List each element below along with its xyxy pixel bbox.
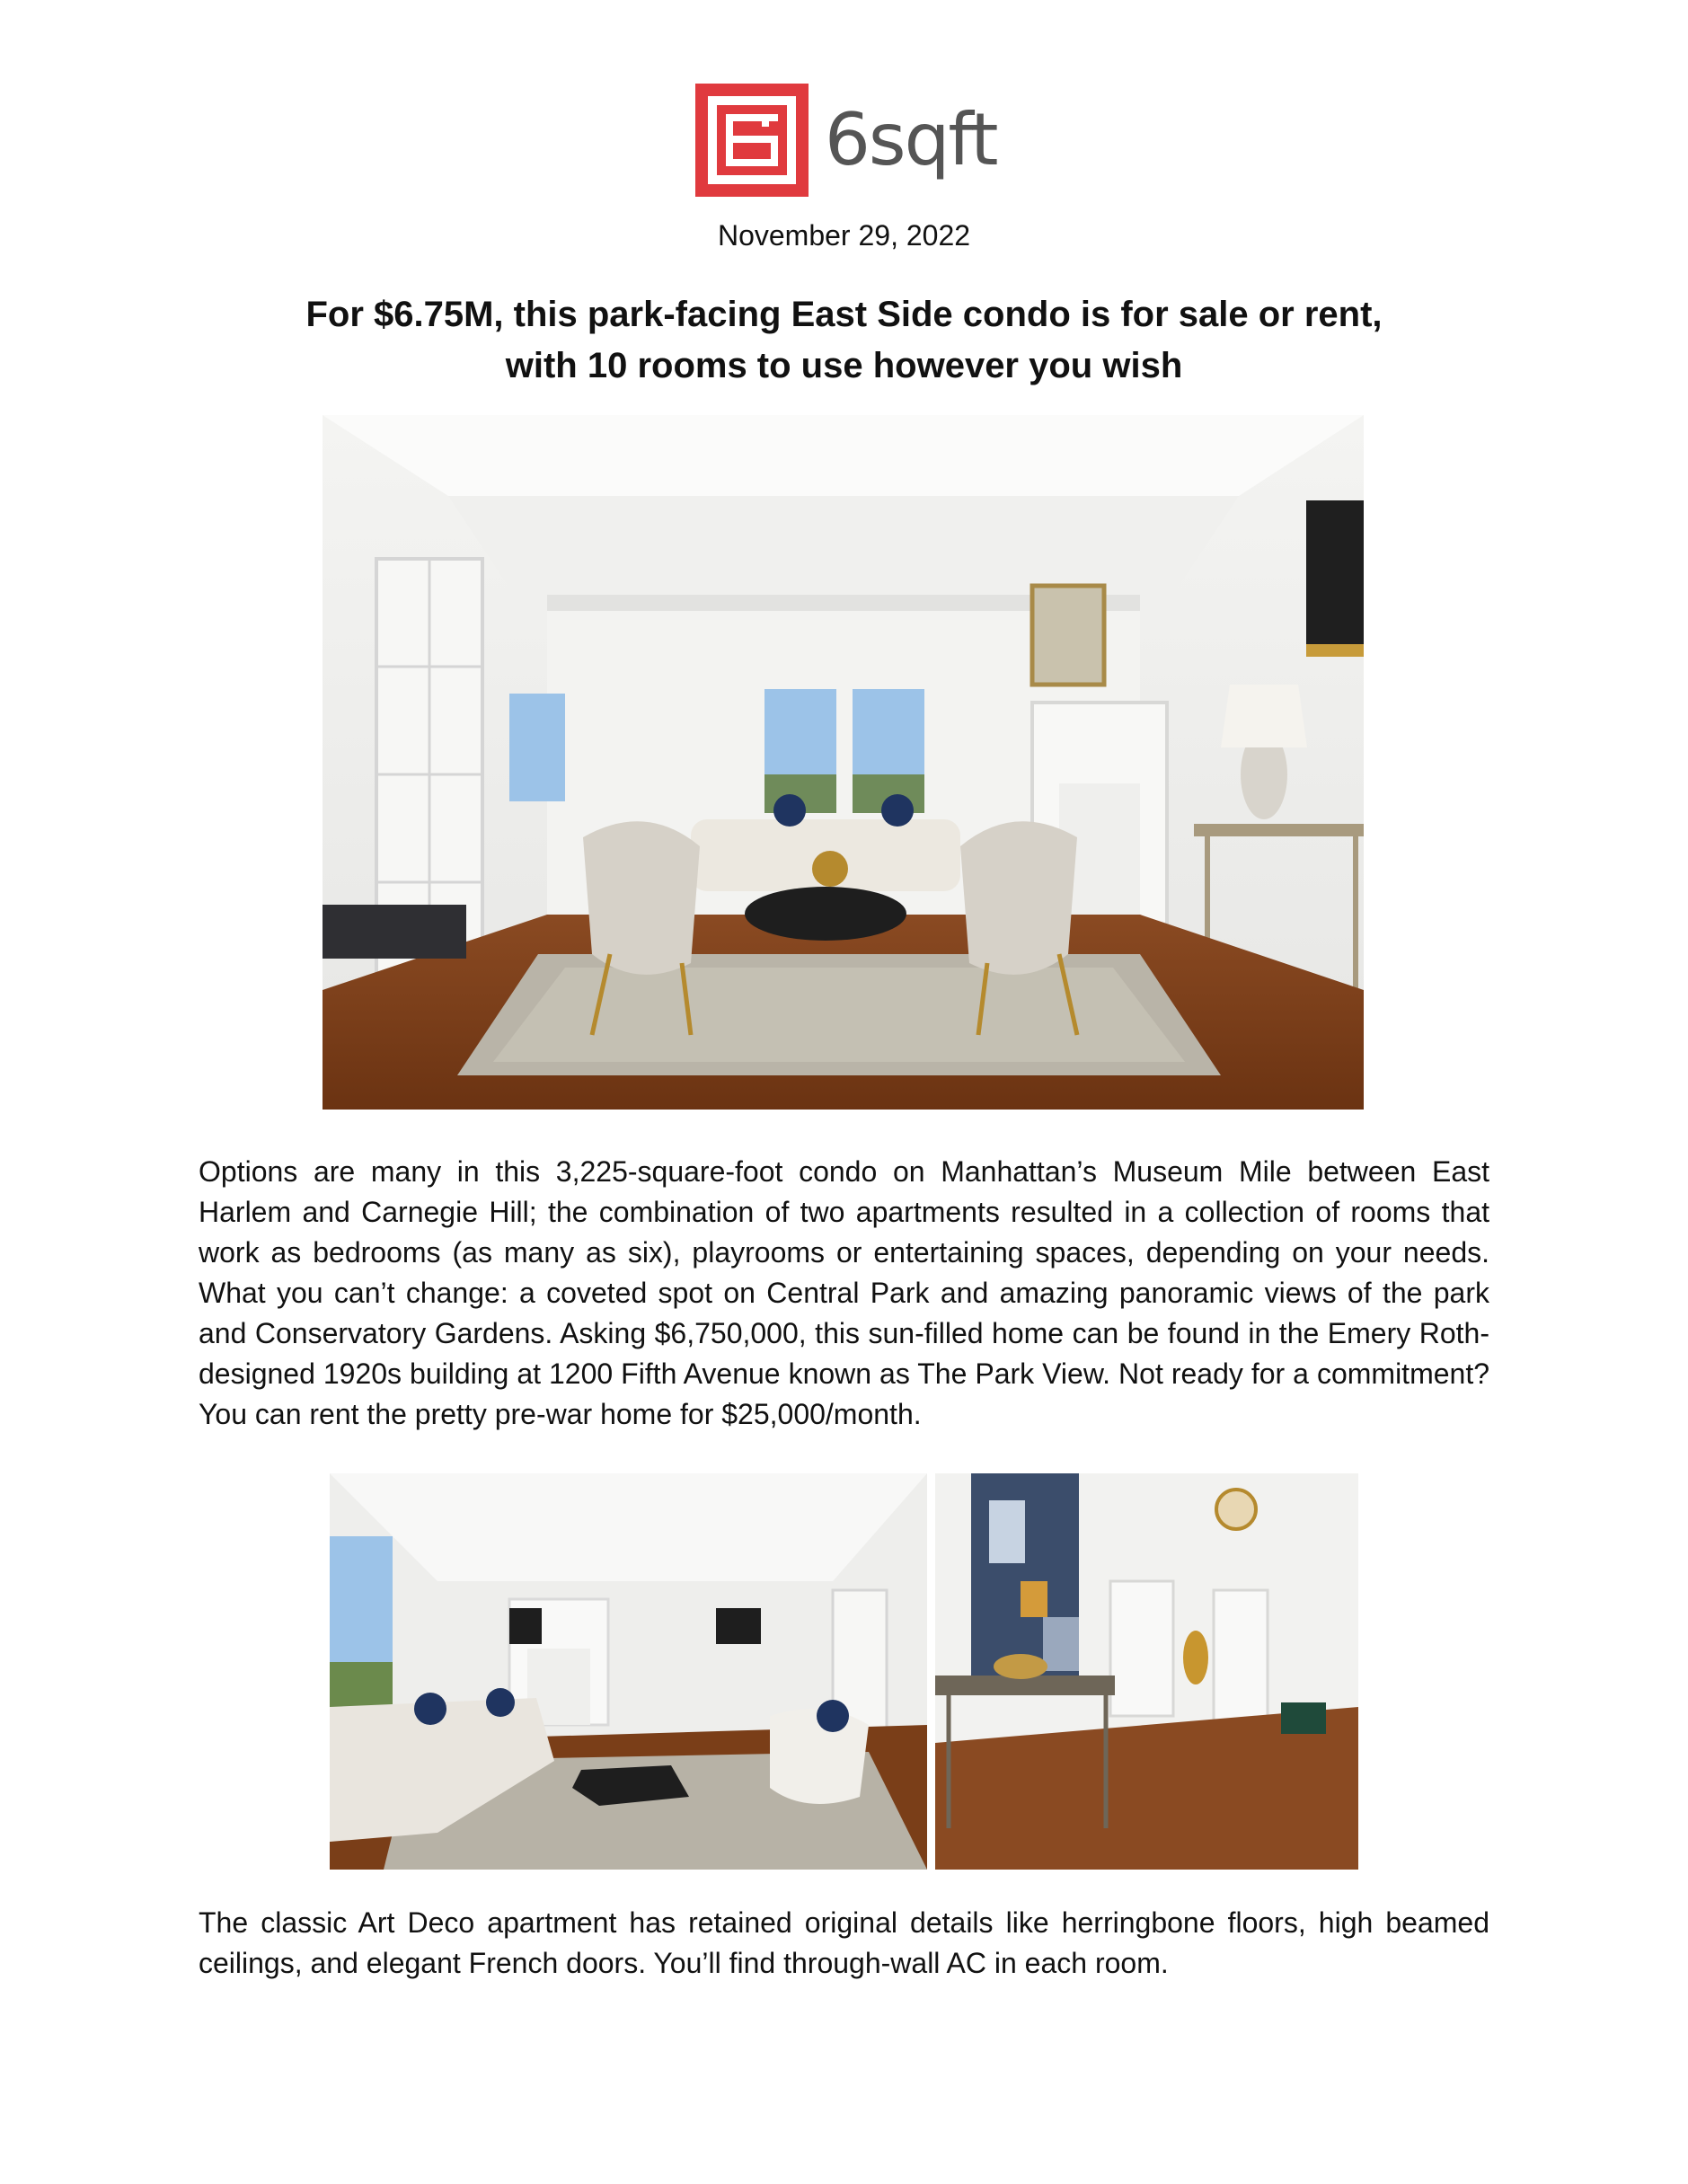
brand-name: 6sqft	[825, 98, 997, 181]
living-room-main-photo	[323, 415, 1364, 1110]
article-headline: For $6.75M, this park-facing East Side condo is for sale or rent, with 10 rooms to use however you wish	[305, 295, 1383, 385]
article-date: November 29, 2022	[717, 219, 971, 252]
living-room-secondary-photo	[330, 1473, 927, 1870]
6sqft-logo-icon	[695, 84, 809, 197]
site-logo[interactable]	[695, 84, 996, 197]
hallway-photo	[935, 1473, 1358, 1870]
article-paragraph: The classic Art Deco apartment has retained original details like herringbone floors, high beamed ceilings, and elegant French doors. You’ll find through-wall AC in each room.	[199, 1906, 1489, 1979]
article-paragraph: Options are many in this 3,225-square-foot condo on Manhattan’s Museum Mile between East Harlem and Carnegie Hill; the combination of two apartments resulted in a collection of rooms that work as bedrooms (as many as six), playrooms or entertaining spaces, depending on your needs. What you can’t change: a coveted spot on Central Park and amazing panoramic views of the park and Conservatory Gardens. Asking $6,750,000, this sun-filled home can be found in the Emery Roth-designed 1920s building at 1200 Fifth Avenue known as The Park View. Not ready for a commitment? You can rent the pretty pre-war home for $25,000/month.	[199, 1155, 1489, 1430]
